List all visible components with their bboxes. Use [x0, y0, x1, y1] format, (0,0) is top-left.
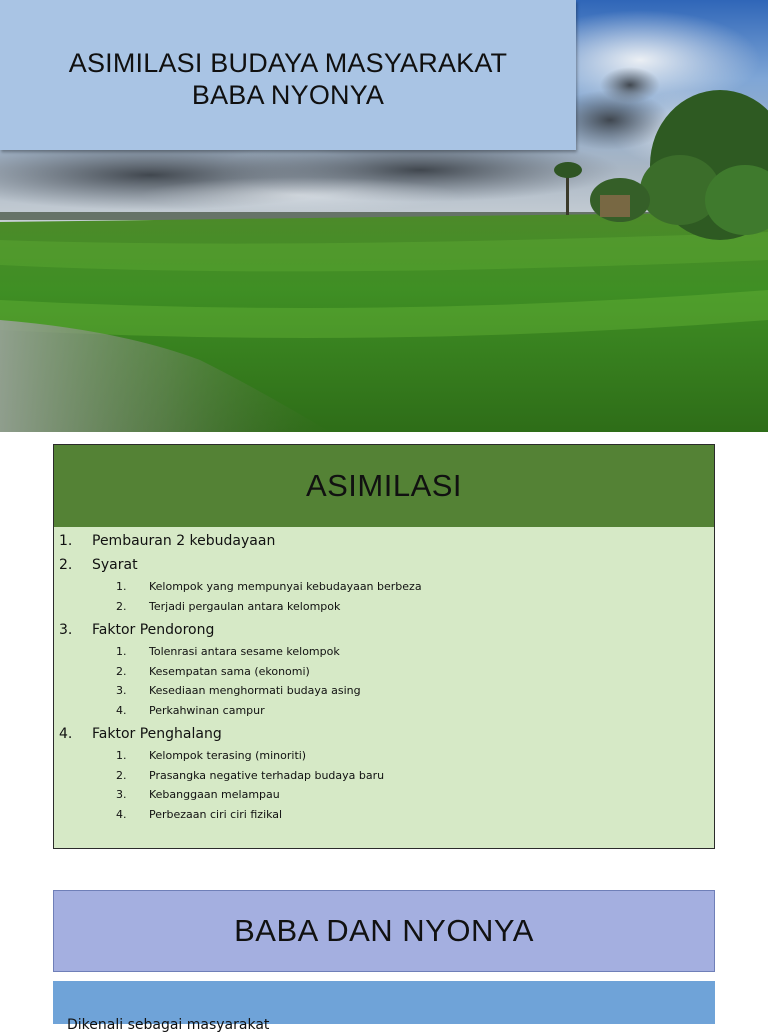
- sub-item-label: Perbezaan ciri ciri fizikal: [149, 807, 283, 821]
- list-item: [54, 531, 714, 551]
- sub-list-item: [54, 746, 714, 766]
- sub-list-item: [54, 701, 714, 721]
- list-item-row: [54, 531, 714, 551]
- list-item-label: Faktor Pendorong: [92, 622, 215, 638]
- list-item-row: [54, 724, 714, 744]
- sub-list-item: [54, 785, 714, 805]
- list-item-number: 4.: [59, 726, 73, 742]
- sub-list-item: [54, 766, 714, 786]
- asimilasi-list: [54, 531, 714, 828]
- presentation-title: [18, 47, 558, 111]
- title-box: [0, 0, 576, 150]
- sub-item-label: Kelompok yang mempunyai kebudayaan berbeza: [149, 580, 422, 593]
- sub-list-item: [54, 642, 714, 662]
- list-item-row: [54, 555, 714, 575]
- sub-item-number: 1.: [116, 580, 127, 593]
- asimilasi-header: [54, 445, 714, 527]
- sub-list: [54, 746, 714, 824]
- sub-list-item: [54, 805, 714, 825]
- list-item: [54, 724, 714, 824]
- sub-item-label: Tolenrasi antara sesame kelompok: [149, 645, 340, 658]
- sub-item-number: 4.: [116, 703, 127, 717]
- sub-item-number: 3.: [116, 684, 127, 697]
- sub-item-number: 1.: [116, 749, 127, 762]
- baba-nyonya-body: [53, 981, 715, 1033]
- list-item-number: 3.: [59, 622, 73, 638]
- list-item-row: [54, 620, 714, 640]
- list-item-number: 2.: [59, 557, 73, 573]
- sub-item-number: 3.: [116, 788, 127, 801]
- sub-item-number: 2.: [116, 599, 127, 613]
- sub-item-label: Kebanggaan melampau: [149, 788, 280, 801]
- sub-list: [54, 642, 714, 720]
- baba-nyonya-header: [53, 890, 715, 972]
- title-slide: [0, 0, 768, 432]
- baba-nyonya-title: BABA DAN NYONYA: [234, 913, 534, 948]
- title-line-2: BABA NYONYA: [191, 80, 385, 110]
- sub-item-label: Terjadi pergaulan antara kelompok: [149, 599, 341, 613]
- list-item-label: Faktor Penghalang: [92, 726, 222, 742]
- sub-list: [54, 577, 714, 616]
- list-item-label: Syarat: [92, 557, 138, 573]
- sub-item-label: Kelompok terasing (minoriti): [149, 749, 307, 762]
- sub-item-number: 1.: [116, 645, 127, 658]
- list-item: [54, 620, 714, 720]
- sub-item-number: 2.: [116, 664, 127, 678]
- title-line-1: ASIMILASI BUDAYA MASYARAKAT: [68, 48, 508, 78]
- list-item-label: Pembauran 2 kebudayaan: [92, 533, 276, 549]
- asimilasi-slide: [53, 444, 715, 849]
- sub-list-item: [54, 597, 714, 617]
- sub-list-item: [54, 662, 714, 682]
- sub-list-item: [54, 577, 714, 597]
- sub-list-item: [54, 681, 714, 701]
- baba-nyonya-first-line: Dikenali sebagai masyarakat: [67, 1017, 270, 1033]
- list-item-number: 1.: [59, 533, 73, 549]
- sub-item-number: 2.: [116, 768, 127, 782]
- asimilasi-title: ASIMILASI: [305, 468, 463, 503]
- sub-item-label: Kesempatan sama (ekonomi): [149, 664, 310, 678]
- list-item: [54, 555, 714, 616]
- sub-item-number: 4.: [116, 807, 127, 821]
- sub-item-label: Perkahwinan campur: [149, 703, 265, 717]
- sub-item-label: Prasangka negative terhadap budaya baru: [149, 768, 385, 782]
- sub-item-label: Kesediaan menghormati budaya asing: [149, 684, 361, 697]
